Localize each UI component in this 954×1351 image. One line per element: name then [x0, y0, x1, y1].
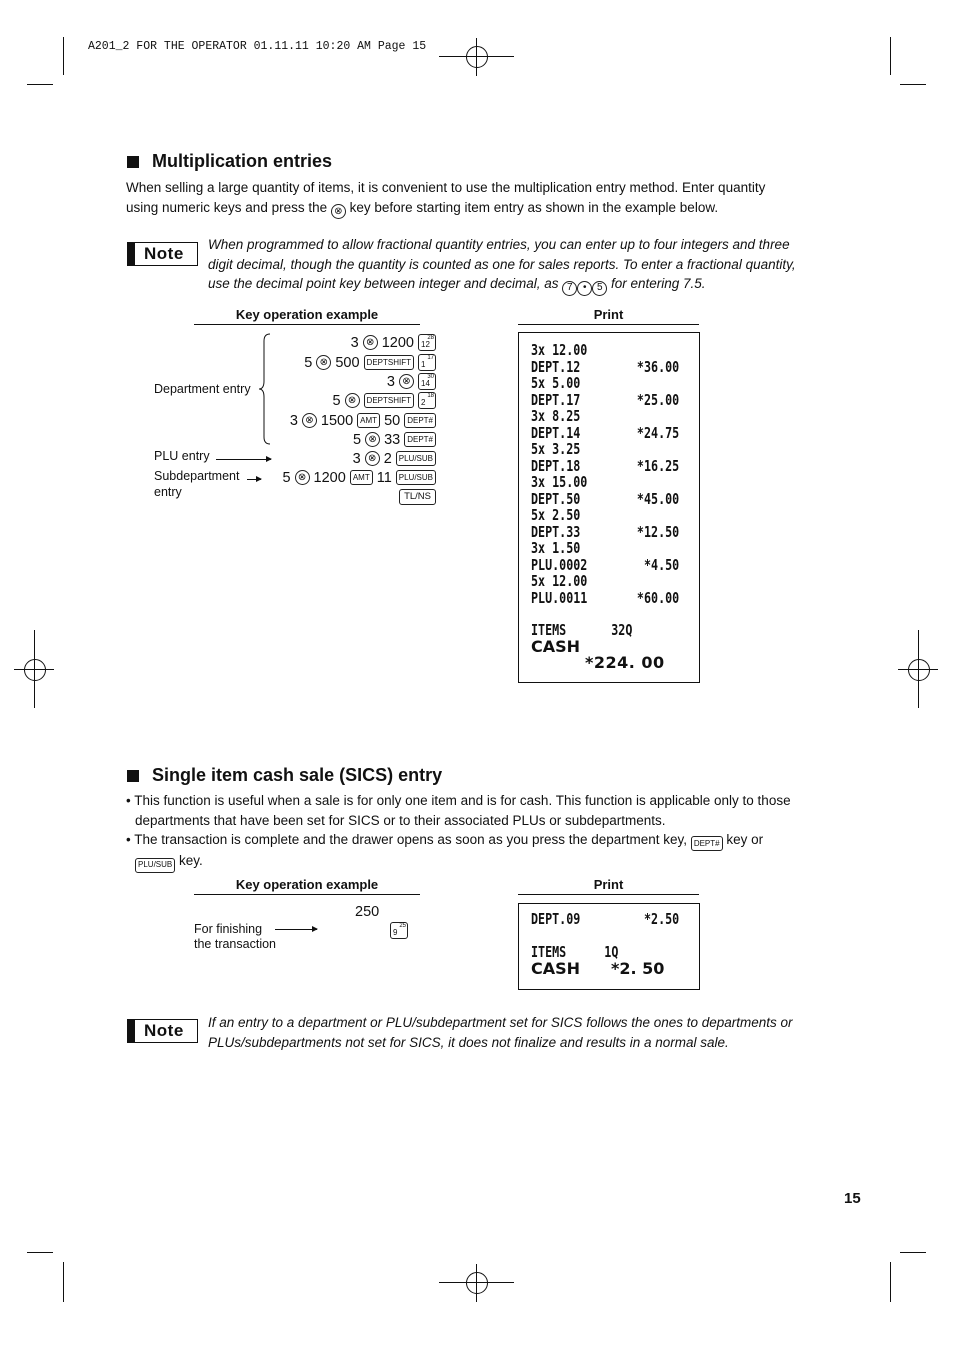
receipt-line: 5x 5.00 — [531, 374, 581, 392]
crop-mark — [890, 37, 891, 75]
finish-label-2: the transaction — [194, 937, 276, 951]
key-line — [395, 487, 436, 506]
note-bar — [128, 243, 135, 265]
key-sequence — [262, 333, 436, 508]
note-text: When programmed to allow fractional quantity entries, you can enter up to four integers and three digit decimal, though the quantity is counted as one for sales reports. To enter a fractional quantity, use the decimal point key between integer and decimal, as 7 • 5 for entering 7.5. — [208, 235, 848, 296]
deptshift-key: DEPTSHIFT — [364, 393, 414, 408]
receipt-line: DEPT.18 *16.25 — [531, 456, 680, 475]
sics-amount: 250 — [355, 904, 380, 920]
registration-mark — [898, 669, 938, 670]
key-line: 5 ⊗ 33 DEPT# — [349, 430, 436, 449]
receipt-multiplication — [518, 332, 700, 683]
receipt-line: ITEMS 32Q — [531, 621, 633, 639]
plu-sub-key: PLU/SUB — [396, 451, 436, 466]
receipt-line: ITEMS 1Q — [531, 943, 619, 961]
crop-mark — [63, 37, 64, 75]
total-no-sale-key: TL/NS — [399, 489, 436, 505]
department-entry-label: Department entry — [154, 382, 251, 396]
intro-line: using numeric keys and press the ⊗ key before starting item entry as shown in the example below. — [126, 198, 846, 220]
crop-mark — [63, 1262, 64, 1302]
finish-label: For finishing — [194, 922, 263, 936]
note-bar — [128, 1020, 135, 1042]
note-label: Note — [127, 1019, 198, 1043]
receipt-line: DEPT.33 *12.50 — [531, 522, 680, 541]
key-line: 3 ⊗ 30 14 — [386, 373, 434, 390]
receipt-line: 3x 1.50 — [531, 539, 581, 557]
multiply-key-icon: ⊗ — [316, 355, 331, 370]
key-7-icon: 7 — [562, 281, 577, 296]
receipt-line: DEPT.12 *36.00 — [531, 357, 680, 376]
receipt-line: PLU.0002 *4.50 — [531, 555, 680, 574]
receipt-line: PLU.0011 *60.00 — [531, 588, 680, 607]
subdept-arrow-icon — [247, 479, 261, 480]
plu-entry-label: PLU entry — [154, 449, 210, 463]
crop-mark — [900, 84, 926, 85]
amt-key: AMT — [350, 470, 373, 485]
receipt-line: 3x 12.00 — [531, 341, 588, 359]
multiply-key-icon: ⊗ — [365, 451, 380, 466]
registration-mark — [466, 1272, 488, 1294]
receipt-line: DEPT.09 *2.50 — [531, 910, 680, 928]
registration-mark — [476, 1264, 477, 1302]
intro-line: When selling a large quantity of items, it is convenient to use the multiplication entry method. Enter quantity — [126, 180, 766, 195]
crop-mark — [890, 1262, 891, 1302]
multiply-key-icon: ⊗ — [345, 393, 360, 408]
section-title-sics — [127, 765, 442, 786]
section-title-text: Single item cash sale (SICS) entry — [152, 765, 443, 785]
receipt-cash-label: CASH — [531, 959, 581, 978]
key-5-icon: 5 — [592, 281, 607, 296]
receipt-line: DEPT.14 *24.75 — [531, 423, 680, 442]
dept-code-key: DEPT# — [404, 413, 436, 428]
subdept-entry-label-2: entry — [154, 485, 182, 499]
receipt-line: DEPT.17 *25.00 — [531, 390, 680, 409]
dept-key-12: 28 12 — [418, 334, 436, 351]
multiply-key-icon: ⊗ — [302, 413, 317, 428]
section-title-multiplication — [127, 151, 332, 172]
dept-key-2: 18 2 — [418, 392, 436, 409]
receipt-line: 3x 15.00 — [531, 473, 588, 491]
dept-key-1: 17 1 — [418, 354, 436, 371]
dept-key-9: 25 9 — [390, 922, 408, 939]
key-line: 3 ⊗ 2 PLU/SUB — [349, 449, 436, 468]
print-header: A201_2 FOR THE OPERATOR 01.11.11 10:20 AM Page 15 — [88, 40, 427, 53]
key-line: 3 ⊗ 1200 28 12 — [350, 334, 434, 351]
receipt-line: 5x 12.00 — [531, 572, 588, 590]
dept-key-14: 30 14 — [418, 373, 436, 390]
crop-mark — [27, 1252, 53, 1253]
multiply-key-icon: ⊗ — [363, 335, 378, 350]
plu-sub-key: PLU/SUB — [396, 470, 436, 485]
receipt-sics — [518, 903, 700, 990]
crop-mark — [27, 84, 53, 85]
key-operation-heading: Key operation example — [194, 877, 420, 895]
receipt-cash-total: *2. 50 — [611, 959, 665, 978]
receipt-line: 3x 8.25 — [531, 407, 581, 425]
key-line: 5 ⊗ DEPTSHIFT 18 2 — [332, 392, 434, 409]
intro-paragraph — [126, 178, 846, 219]
receipt-line: DEPT.50 *45.00 — [531, 489, 680, 508]
square-bullet-icon — [127, 770, 139, 782]
registration-mark — [908, 659, 930, 681]
sics-paragraph: • This function is useful when a sale is for only one item and is for cash. This function is applicable only to those departments that have been set for SICS or to their associated PLUs or subdepartments. • The transaction is complete and the drawer opens as soon as you press the department key, DEPT# key or PLU/SUB key. — [126, 791, 856, 873]
note-label: Note — [127, 242, 198, 266]
plu-sub-key: PLU/SUB — [135, 858, 175, 873]
registration-mark — [476, 38, 477, 76]
registration-mark — [466, 46, 488, 68]
print-heading: Print — [518, 877, 699, 895]
print-heading: Print — [518, 307, 699, 325]
receipt-line: 5x 3.25 — [531, 440, 581, 458]
receipt-line: 5x 2.50 — [531, 506, 581, 524]
receipt-cash-label: CASH — [531, 637, 581, 656]
key-line: 5 ⊗ 1200 AMT 11 PLU/SUB — [278, 468, 436, 487]
finish-arrow-icon — [275, 929, 317, 930]
registration-mark — [14, 669, 54, 670]
subdept-entry-label: Subdepartment — [154, 469, 240, 483]
multiply-key-icon: ⊗ — [295, 470, 310, 485]
multiply-key-icon: ⊗ — [399, 374, 414, 389]
key-line: 5 ⊗ 500 DEPTSHIFT 17 1 — [304, 354, 434, 371]
receipt-cash-total: *224. 00 — [585, 653, 665, 672]
amt-key: AMT — [357, 413, 380, 428]
deptshift-key: DEPTSHIFT — [364, 355, 414, 370]
key-operation-heading: Key operation example — [194, 307, 420, 325]
crop-mark — [900, 1252, 926, 1253]
multiply-key-icon: ⊗ — [365, 432, 380, 447]
section-title-text: Multiplication entries — [152, 151, 333, 171]
dept-code-key: DEPT# — [691, 836, 723, 851]
key-line: 3 ⊗ 1500 AMT 50 DEPT# — [286, 411, 436, 430]
decimal-key-icon: • — [577, 281, 592, 296]
page-number: 15 — [844, 1190, 861, 1207]
dept-code-key: DEPT# — [404, 432, 436, 447]
square-bullet-icon — [127, 156, 139, 168]
multiply-key-icon: ⊗ — [331, 204, 346, 219]
registration-mark — [24, 659, 46, 681]
note-text: If an entry to a department or PLU/subdepartment set for SICS follows the ones to departments or PLUs/subdepartments not set for SICS, it does not finalize and results in a normal sale. — [208, 1015, 793, 1050]
